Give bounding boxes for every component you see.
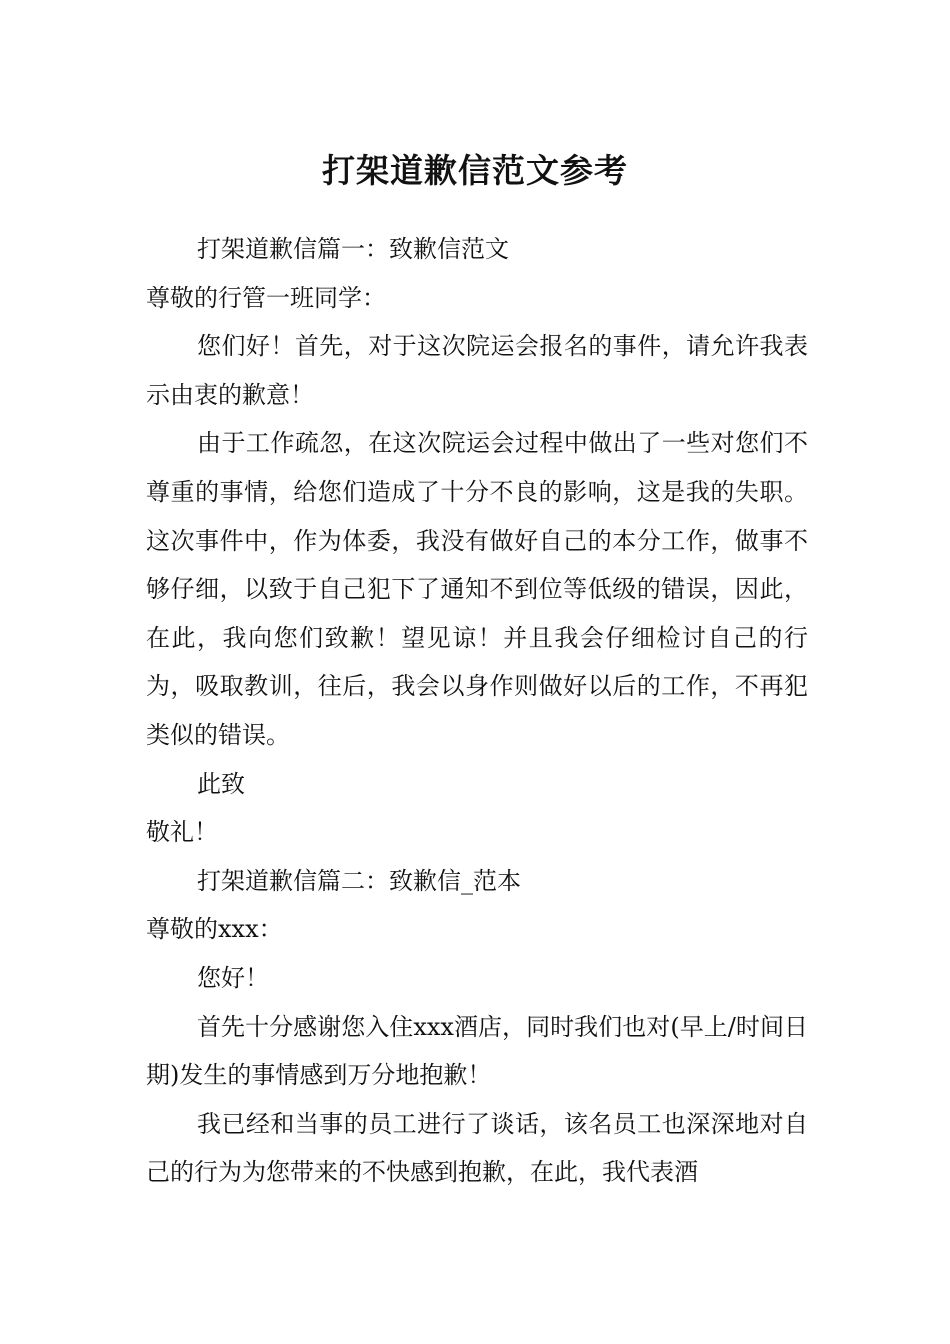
paragraph-heading-1: 打架道歉信篇一：致歉信范文: [197, 235, 509, 263]
paragraph-salutation-1: 尊敬的行管一班同学：: [146, 283, 386, 312]
paragraph-regards-1: 敬礼！: [146, 818, 218, 847]
document-title: 打架道歉信范文参考: [322, 151, 628, 191]
paragraph-salutation-2: 尊敬的xxx：: [146, 915, 283, 944]
paragraph-body-3: 我已经和当事的员工进行了谈话，该名员工也深深地对自己的行为为您带来的不快感到抱歉，在此，我代表酒: [146, 1109, 808, 1187]
paragraph-greeting-1: 您们好！首先，对于这次院运会报名的事件，请允许我表示由衷的歉意！: [146, 332, 808, 409]
paragraph-body-2: 首先十分感谢您入住xxx酒店，同时我们也对(早上/时间日期)发生的事情感到万分地抱歉！: [146, 1012, 808, 1090]
document-body: [146, 225, 808, 1197]
paragraph-greeting-2: 您好！: [197, 963, 269, 992]
paragraph-heading-2: 打架道歉信篇二：致歉信_范本: [197, 866, 521, 895]
paragraph-closing-1: 此致: [197, 769, 245, 798]
paragraph-body-1: 由于工作疏忽，在这次院运会过程中做出了一些对您们不尊重的事情，给您们造成了十分不良的影响，这是我的失职。这次事件中，作为体委，我没有做好自己的本分工作，做事不够仔细，以致于自己犯下了通知不到位等低级的错误，因此，在此，我向您们致歉！望见谅！并且我会仔细检讨自己的行为，吸取教训，往后，我会以身作则做好以后的工作，不再犯类似的错误。: [146, 429, 808, 749]
